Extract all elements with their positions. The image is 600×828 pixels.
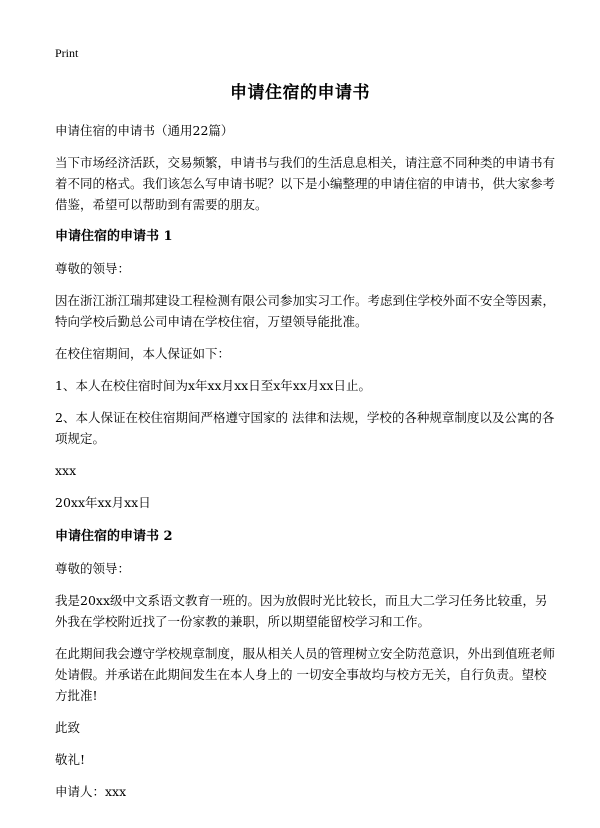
body-paragraph: 在校住宿期间，本人保证如下：	[55, 346, 231, 361]
section-heading-1: 申请住宿的申请书 1	[55, 229, 173, 244]
closing-line: 此致	[55, 720, 81, 735]
document-body	[55, 120, 555, 813]
print-link[interactable]: Print	[55, 46, 79, 60]
body-paragraph: 我是20xx级中文系语文教育一班的。因为放假时光比较长，而且大二学习任务比较重，另外我在学校附近找了一份家教的兼职，所以期望能留校学习和工作。	[55, 593, 548, 629]
list-item: 1、本人在校住宿时间为x年xx月xx日至x年xx月xx日止。	[55, 378, 371, 393]
document-subtitle: 申请住宿的申请书（通用22篇）	[55, 123, 234, 138]
page-title: 申请住宿的申请书	[230, 83, 370, 103]
body-paragraph: 因在浙江浙江瑞邦建设工程检测有限公司参加实习工作。考虑到住学校外面不安全等因素，特向学校后勤总公司申请在学校住宿，万望领导能批准。	[55, 293, 556, 329]
body-paragraph: 在此期间我会遵守学校规章制度，服从相关人员的管理树立安全防范意识，外出到值班老师处请假。并承诺在此期间发生在本人身上的 一切安全事故均与校方无关，自行负责。望校方批准!	[55, 646, 556, 703]
salutation: 尊敬的领导：	[55, 561, 131, 576]
list-item: 2、本人保证在校住宿期间严格遵守国家的 法律和法规，学校的各种规章制度以及公寓的各项规定。	[55, 410, 555, 446]
applicant-line: 申请人：xxx	[55, 784, 127, 799]
signature-name: xxx	[55, 463, 77, 478]
signature-date: 20xx年xx月xx日	[55, 495, 151, 510]
intro-paragraph: 当下市场经济活跃，交易频繁，申请书与我们的生活息息相关，请注意不同种类的申请书有着不同的格式。我们该怎么写申请书呢？以下是小编整理的申请住宿的申请书，供大家参考借鉴，希望可以帮助到有需要的朋友。	[55, 155, 556, 212]
salutation: 尊敬的领导：	[55, 261, 131, 276]
section-heading-2: 申请住宿的申请书 2	[55, 529, 173, 544]
closing-line: 敬礼!	[55, 752, 86, 767]
